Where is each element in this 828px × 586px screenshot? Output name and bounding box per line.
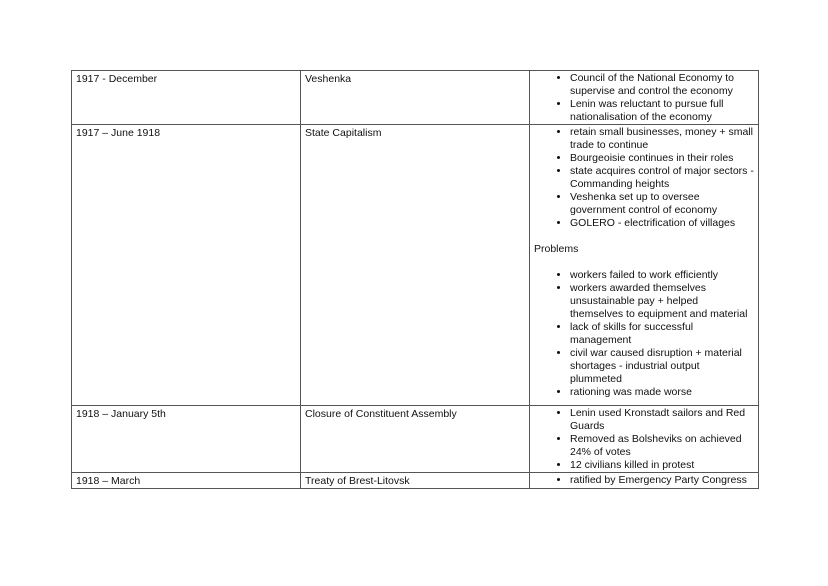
list-item: • lack of skills for successful management [570, 321, 754, 347]
list-item: • civil war caused disruption + material shortages - industrial output plummeted [570, 347, 754, 386]
table-row [72, 125, 759, 406]
bullet-list [534, 474, 754, 487]
event-text: Veshenka [305, 73, 352, 85]
table-row [72, 71, 759, 125]
list-item: • Removed as Bolsheviks on achieved 24% of votes [570, 433, 754, 459]
list-item: • Council of the National Economy to supervise and control the economy [570, 72, 754, 98]
list-item: • GOLERO - electrification of villages [570, 217, 754, 230]
timeline-table [71, 70, 759, 489]
date-text: 1917 - December [76, 73, 158, 85]
table-row [72, 406, 759, 473]
bullet-list [534, 72, 754, 124]
date-cell [72, 406, 301, 473]
bullet-list [534, 126, 754, 230]
list-item: • Bourgeoisie continues in their roles [570, 152, 754, 165]
list-item: • Lenin used Kronstadt sailors and Red Guards [570, 407, 754, 433]
event-text: Closure of Constituent Assembly [305, 408, 457, 420]
list-item: • Lenin was reluctant to pursue full nationalisation of the economy [570, 98, 754, 124]
list-item: • workers awarded themselves unsustainable pay + helped themselves to equipment and material [570, 282, 754, 321]
details-cell [530, 125, 759, 406]
event-cell [301, 125, 530, 406]
date-text: 1917 – June 1918 [76, 127, 161, 139]
details-cell [530, 473, 759, 489]
list-item: • ratified by Emergency Party Congress [570, 474, 754, 487]
event-cell [301, 71, 530, 125]
list-item: • Veshenka set up to oversee government control of economy [570, 191, 754, 217]
date-cell [72, 71, 301, 125]
event-text: State Capitalism [305, 127, 382, 139]
event-text: Treaty of Brest-Litovsk [305, 475, 410, 487]
list-item: • 12 civilians killed in protest [570, 459, 754, 472]
date-cell [72, 125, 301, 406]
date-cell [72, 473, 301, 489]
problems-heading: Problems [534, 243, 579, 255]
bullet-list [534, 407, 754, 472]
problems-list [534, 269, 754, 399]
list-item: • rationing was made worse [570, 386, 754, 399]
list-item: • retain small businesses, money + small trade to continue [570, 126, 754, 152]
table-row [72, 473, 759, 489]
date-text: 1918 – January 5th [76, 408, 166, 420]
list-item: • workers failed to work efficiently [570, 269, 754, 282]
event-cell [301, 406, 530, 473]
details-cell [530, 71, 759, 125]
details-cell [530, 406, 759, 473]
list-item: • state acquires control of major sectors - Commanding heights [570, 165, 754, 191]
date-text: 1918 – March [76, 475, 141, 487]
event-cell [301, 473, 530, 489]
